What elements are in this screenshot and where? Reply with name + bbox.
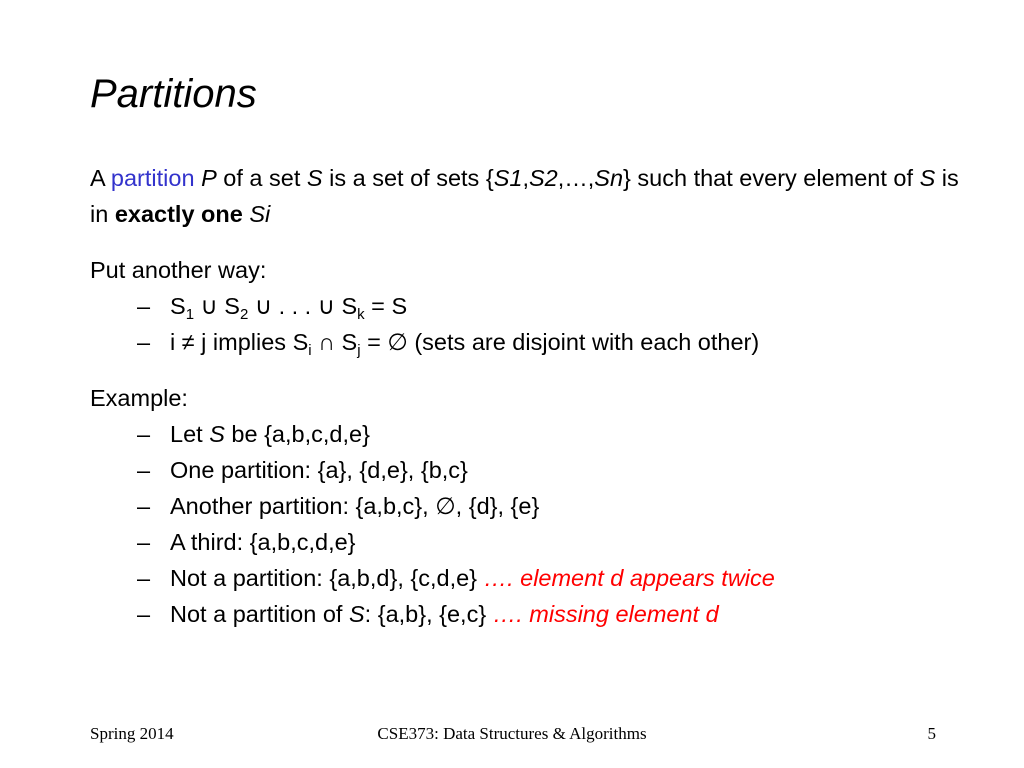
footer-course: CSE373: Data Structures & Algorithms — [377, 724, 647, 743]
disjoint-bullet: – i ≠ j implies $S_i$ ∩ $S_j$ = ∅ (sets are disjoint with each other) — [137, 329, 760, 359]
example-not-partition-bullet: – Not a partition: {a,b,d}, {c,d,e} …. element d appears twice — [137, 565, 775, 591]
slide-body — [90, 160, 970, 632]
footer-page-number: 5 — [927, 724, 936, 743]
union-bullet: – $S_1$ ∪ $S_2$ ∪ . . . ∪ $S_k = S$ — [137, 293, 408, 323]
example-not-partition-of-s-bullet: – Not a partition of S: {a,b}, {e,c} …. missing element d — [137, 601, 719, 627]
example-one-partition-bullet: – One partition: {a}, {d,e}, {b,c} — [137, 457, 468, 483]
missing-note: …. missing element d — [492, 601, 719, 627]
slide-title: Partitions — [90, 72, 257, 116]
another-way-heading: Put another way: — [90, 257, 267, 283]
twice-note: …. element d appears twice — [483, 565, 775, 591]
example-heading: Example: — [90, 385, 188, 411]
example-third-bullet: – A third: {a,b,c,d,e} — [137, 529, 356, 555]
exactly-one-emphasis: exactly one — [114, 201, 243, 227]
partition-term: partition — [110, 165, 195, 191]
footer-date: Spring 2014 — [90, 724, 174, 743]
definition-paragraph: A partition P of a set S is a set of sets {S1,S2,…,Sn} such that every element of S is in exactly one Si — [90, 165, 959, 227]
example-another-partition-bullet: – Another partition: {a,b,c}, ∅, {d}, {e} — [137, 493, 540, 519]
example-let-bullet: – Let S be {a,b,c,d,e} — [137, 421, 370, 447]
